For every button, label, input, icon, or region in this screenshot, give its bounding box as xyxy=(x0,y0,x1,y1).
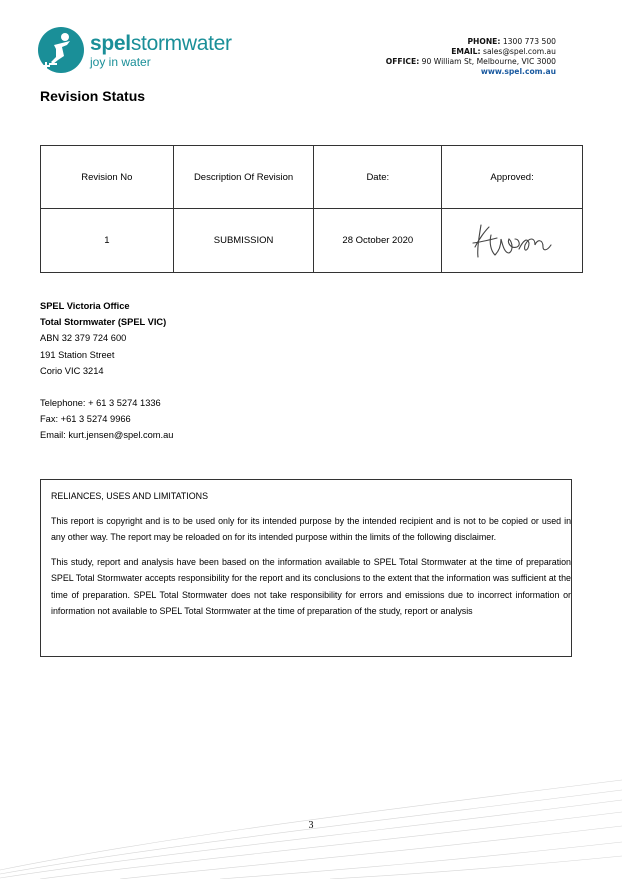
disclaimer-paragraph-2: This study, report and analysis have been based on the information available to SPEL Total Stormwater at the time of preparation SPEL Total Stormwater accepts responsibility for the report and its conclusions to the extent that the information was sufficient at the time of preparation. SPEL Total Stormwater does not take responsibility for errors and emissions due to incorrect information or information not available to SPEL Total Stormwater at the time of preparation of the study, report or analysis xyxy=(51,556,571,616)
page-title: Revision Status xyxy=(40,88,146,104)
contact-website[interactable]: www.spel.com.au xyxy=(480,67,556,76)
cell-approved xyxy=(442,209,583,273)
spel-logo-icon xyxy=(36,26,86,76)
office-abn: ABN 32 379 724 600 xyxy=(40,333,127,344)
cell-date: 28 October 2020 xyxy=(314,209,442,273)
disclaimer-heading: RELIANCES, USES AND LIMITATIONS xyxy=(51,491,208,501)
office-company: Total Stormwater (SPEL VIC) xyxy=(40,317,167,328)
contact-office: OFFICE: 90 William St, Melbourne, VIC 3000 xyxy=(385,57,556,66)
spel-logo xyxy=(36,26,236,78)
contact-block xyxy=(386,37,556,77)
contact-phone: PHONE: 1300 773 500 xyxy=(467,37,556,46)
header-approved: Approved: xyxy=(442,146,583,209)
brand-name: spelstormwater xyxy=(90,32,232,55)
office-city: Corio VIC 3214 xyxy=(40,365,104,376)
header-description: Description Of Revision xyxy=(173,146,314,209)
disclaimer-paragraph-1: This report is copyright and is to be used only for its intended purpose by the intended recipient and is not to be copied or used in any other way. The report may be reloaded on for its intended purpose within the limits of the following disclaimer. xyxy=(51,515,571,542)
office-telephone: Telephone: + 61 3 5274 1336 xyxy=(40,398,161,409)
office-email: Email: kurt.jensen@spel.com.au xyxy=(40,430,174,441)
cell-description: SUBMISSION xyxy=(173,209,314,273)
table-header-row xyxy=(41,146,583,209)
revision-table xyxy=(40,145,583,273)
header-date: Date: xyxy=(314,146,442,209)
contact-email: EMAIL: sales@spel.com.au xyxy=(451,47,556,56)
office-name: SPEL Victoria Office xyxy=(40,301,130,311)
disclaimer-box xyxy=(40,479,572,657)
header-revision-no: Revision No xyxy=(41,146,174,209)
office-fax: Fax: +61 3 5274 9966 xyxy=(40,414,131,425)
office-details xyxy=(40,298,173,444)
brand-tagline: joy in water xyxy=(90,55,151,69)
signature-icon xyxy=(469,221,555,261)
page-number: 3 xyxy=(308,820,314,831)
table-row xyxy=(41,209,583,273)
office-street: 191 Station Street xyxy=(40,349,115,360)
cell-revision-no: 1 xyxy=(41,209,174,273)
